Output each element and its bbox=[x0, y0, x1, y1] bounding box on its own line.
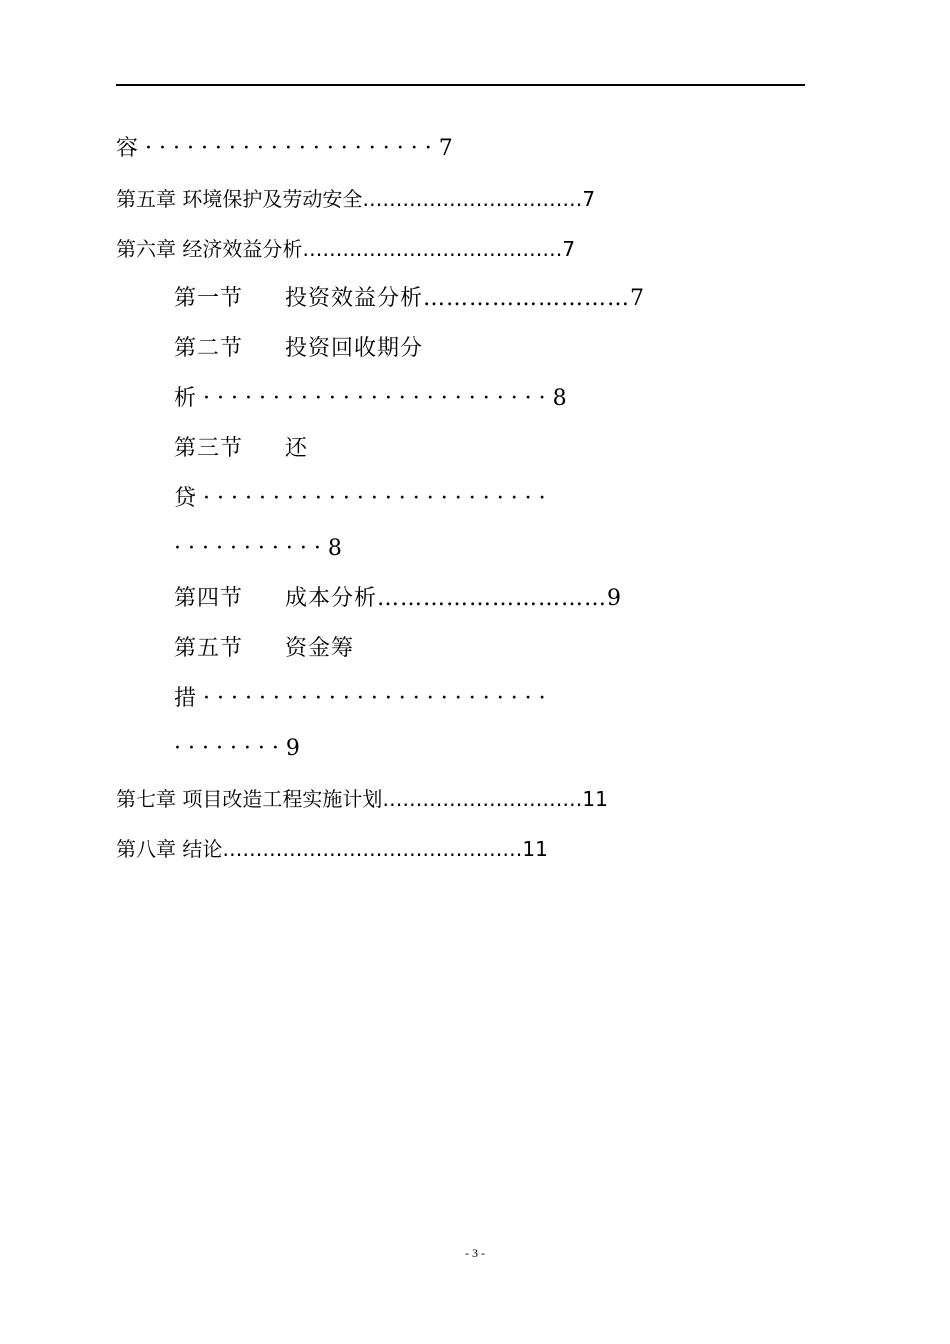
toc-title: 第七章 项目改造工程实施计划 bbox=[116, 787, 383, 811]
toc-line-continuation bbox=[174, 484, 546, 514]
toc-entry-section-3[interactable] bbox=[174, 434, 308, 464]
toc-entry-section-4[interactable] bbox=[174, 584, 622, 614]
toc-title: 还 bbox=[285, 436, 309, 461]
toc-section-label: 第三节 bbox=[174, 436, 244, 461]
toc-line-continuation bbox=[174, 534, 342, 564]
toc-line-continuation bbox=[116, 134, 453, 164]
toc-title: 投资效益分析 bbox=[285, 286, 424, 311]
toc-entry-chapter-8[interactable] bbox=[116, 834, 548, 864]
toc-title: 成本分析 bbox=[285, 586, 378, 611]
toc-entry-section-1[interactable] bbox=[174, 284, 645, 314]
toc-section-label: 第一节 bbox=[174, 286, 244, 311]
toc-line-continuation bbox=[174, 734, 300, 764]
toc-title: 第五章 环境保护及劳动安全 bbox=[116, 187, 363, 211]
toc-entry-chapter-5[interactable] bbox=[116, 184, 595, 214]
toc-leader: …………………………11 bbox=[382, 787, 608, 811]
toc-text: 贷 · · · · · · · · · · · · · · · · · · · · · · · · · bbox=[174, 486, 546, 511]
toc-section-label: 第五节 bbox=[174, 636, 244, 661]
toc-text: 容 · · · · · · · · · · · · · · · · · · · · · 7 bbox=[116, 136, 453, 161]
toc-leader: ………………………7 bbox=[423, 286, 646, 311]
toc-title: 第八章 结论 bbox=[116, 837, 223, 861]
toc-title: 第六章 经济效益分析 bbox=[116, 237, 303, 261]
toc-text: 析 · · · · · · · · · · · · · · · · · · · · · · · · · 8 bbox=[174, 386, 567, 411]
toc-entry-section-5[interactable] bbox=[174, 634, 354, 664]
toc-line-continuation bbox=[174, 684, 546, 714]
toc-title: 资金筹 bbox=[285, 636, 355, 661]
header-rule bbox=[116, 84, 805, 86]
toc-leader: ………………………………………11 bbox=[222, 837, 548, 861]
toc-entry-chapter-7[interactable] bbox=[116, 784, 608, 814]
toc-section-label: 第二节 bbox=[174, 336, 244, 361]
toc-section-label: 第四节 bbox=[174, 586, 244, 611]
toc-leader: …………………………9 bbox=[377, 586, 623, 611]
toc-text: · · · · · · · · · · · 8 bbox=[174, 536, 342, 561]
toc-leader: ……………………………7 bbox=[362, 187, 596, 211]
toc-text: · · · · · · · · 9 bbox=[174, 736, 300, 761]
toc-entry-chapter-6[interactable] bbox=[116, 234, 575, 264]
toc-line-continuation bbox=[174, 384, 567, 414]
toc-title: 投资回收期分 bbox=[285, 336, 424, 361]
toc-entry-section-2[interactable] bbox=[174, 334, 423, 364]
toc-text: 措 · · · · · · · · · · · · · · · · · · · · · · · · · bbox=[174, 686, 546, 711]
toc-leader: …………………………………7 bbox=[302, 237, 576, 261]
page-number: - 3 - bbox=[465, 1246, 485, 1260]
